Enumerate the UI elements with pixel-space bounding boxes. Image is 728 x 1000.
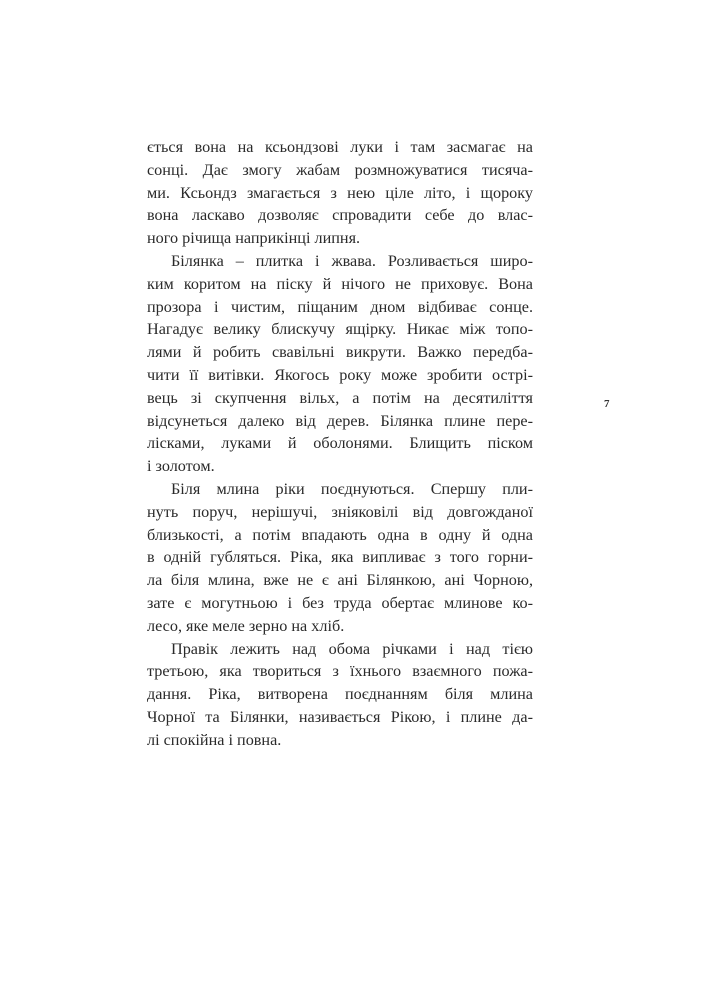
text-line: Правік лежить над обома річками і над тією [171,639,533,658]
text-line: ного річища наприкінці липня. [147,229,361,248]
text-line: дання. Ріка, витворена поєднанням біля млина [147,685,533,704]
paragraph [147,638,533,752]
text-line: лесо, яке меле зерно на хліб. [147,616,345,635]
text-line: Білянка – плитка і жвава. Розливається широ- [171,251,533,270]
paragraph [147,478,533,638]
text-line: третьою, яка твориться з їхнього взаємного пожа- [147,662,533,681]
text-line: Чорної та Білянки, називається Рікою, і плине да- [147,707,533,726]
text-line: вець зі скупчення вільх, а потім на десятиліття [147,388,533,407]
text-line: відсунеться далеко від дерев. Білянка плине пере- [147,411,533,430]
text-line: прозора і чистим, піщаним дном відбиває сонце. [147,297,533,316]
text-line: зате є могутньою і без труда обертає млинове ко- [147,593,533,612]
text-line: лі спокійна і повна. [147,730,282,749]
text-line: Нагадує велику блискучу ящірку. Никає між топо- [147,320,533,339]
text-line: Біля млина ріки поєднуються. Спершу пли- [171,479,533,498]
text-line: і золотом. [147,457,215,476]
text-line: нуть поруч, нерішучі, зніяковілі від довгожданої [147,502,533,521]
text-line: ла біля млина, вже не є ані Білянкою, ані Чорною, [147,571,533,590]
page-body-text [147,136,533,752]
paragraph [147,136,533,250]
text-line: в одній губляться. Ріка, яка випливає з того горни- [147,548,533,567]
text-line: близькості, а потім впадають одна в одну й одна [147,525,533,544]
text-line: чити її витівки. Якогось року може зробити острі- [147,365,533,384]
text-line: сонці. Дає змогу жабам розмножуватися тисяча- [147,160,533,179]
text-line: ким коритом на піску й нічого не приховує. Вона [147,274,533,293]
text-line: лями й робить свавільні викрути. Важко передба- [147,343,533,362]
text-line: вона ласкаво дозволяє спровадити себе до влас- [147,206,533,225]
text-line: ється вона на ксьондзові луки і там засмагає на [147,138,533,156]
paragraph [147,250,533,478]
text-line: ми. Ксьондз змагається з нею ціле літо, і щороку [147,183,533,202]
text-line: лісками, луками й оболонями. Блищить піском [147,434,533,453]
page-number: 7 [604,398,610,410]
